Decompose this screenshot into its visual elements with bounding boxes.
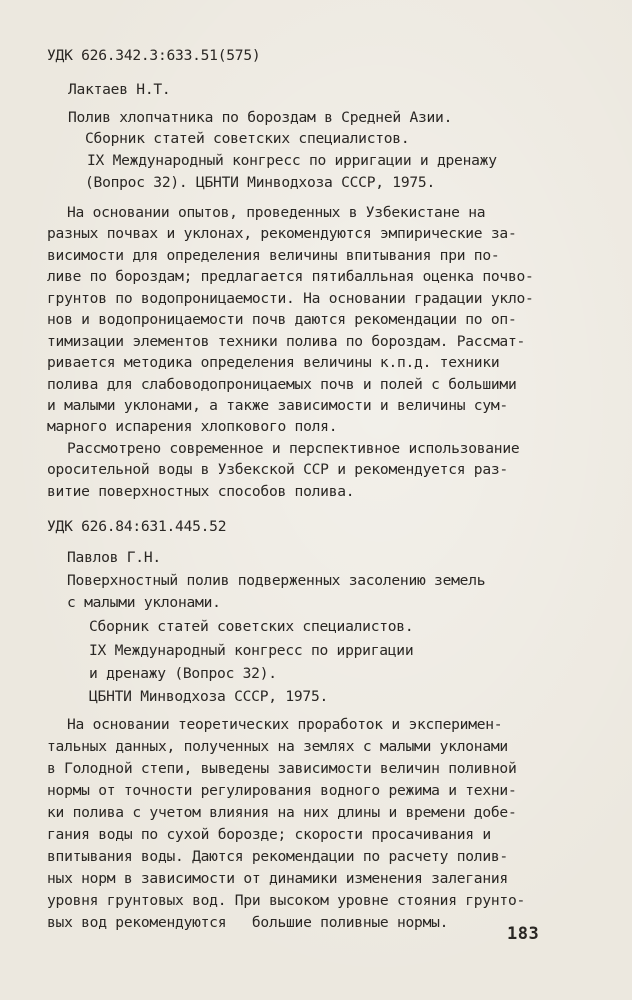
abstract-line: нормы от точности регулирования водного режима и техни- — [47, 782, 517, 799]
abstract-line: тальных данных, полученных на землях с малыми уклонами — [47, 738, 508, 755]
abstract-line: тимизации элементов техники полива по бороздам. Рассмат- — [47, 333, 526, 350]
abstract-line: На основании теоретических проработок и эксперимен- — [67, 716, 503, 733]
citation-line: IX Международный конгресс по ирригации — [89, 642, 414, 659]
citation-line: Сборник статей советских специалистов. — [89, 618, 414, 635]
abstract-line: ривается методика определения величины к.п.д. техники — [47, 354, 500, 371]
page-number: 183 — [507, 924, 540, 944]
citation-line: с малыми уклонами. — [67, 594, 221, 611]
citation-line: IX Международный конгресс по ирригации и дренажу — [87, 152, 497, 169]
abstract-line: в Голодной степи, выведены зависимости величин поливной — [47, 760, 517, 777]
abstract-line: На основании опытов, проведенных в Узбекистане на — [67, 204, 486, 221]
abstract-line: разных почвах и уклонах, рекомендуются эмпирические за- — [47, 225, 517, 242]
abstract-line: витие поверхностных способов полива. — [47, 483, 355, 500]
abstract-line: ных норм в зависимости от динамики изменения залегания — [47, 870, 508, 887]
abstract-line: грунтов по водопроницаемости. На основании градации укло- — [47, 290, 534, 307]
citation-line: ЦБНТИ Минводхоза СССР, 1975. — [89, 688, 329, 705]
author: Павлов Г.Н. — [67, 549, 161, 566]
abstract-line: Рассмотрено современное и перспективное использование — [67, 440, 520, 457]
abstract-line: гания воды по сухой борозде; скорости просачивания и — [47, 826, 491, 843]
author: Лактаев Н.Т. — [68, 81, 171, 98]
udc-code: УДК 626.342.3:633.51(575) — [47, 47, 261, 64]
abstract-line: полива для слабоводопроницаемых почв и полей с большими — [47, 376, 517, 393]
abstract-line: вых вод рекомендуются большие поливные нормы. — [47, 914, 449, 931]
abstract-line: марного испарения хлопкового поля. — [47, 418, 338, 435]
abstract-line: висимости для определения величины впитывания при по- — [47, 247, 500, 264]
abstract-line: и малыми уклонами, а также зависимости и величины сум- — [47, 397, 508, 414]
abstract-line: ки полива с учетом влияния на них длины и времени добе- — [47, 804, 517, 821]
abstract-line: впитывания воды. Даются рекомендации по расчету полив- — [47, 848, 508, 865]
udc-code: УДК 626.84:631.445.52 — [47, 518, 227, 535]
abstract-line: нов и водопроницаемости почв даются рекомендации по оп- — [47, 311, 517, 328]
abstract-line: оросительной воды в Узбекской ССР и рекомендуется раз- — [47, 461, 508, 478]
citation-line: Поверхностный полив подверженных засолению земель — [67, 572, 486, 589]
citation-line: и дренажу (Вопрос 32). — [89, 665, 277, 682]
abstract-line: ливе по бороздам; предлагается пятибалльная оценка почво- — [47, 268, 534, 285]
citation-line: Сборник статей советских специалистов. — [85, 130, 410, 147]
citation-line: Полив хлопчатника по бороздам в Средней Азии. — [68, 109, 453, 126]
citation-line: (Вопрос 32). ЦБНТИ Минводхоза СССР, 1975. — [85, 174, 435, 191]
abstract-line: уровня грунтовых вод. При высоком уровне стояния грунто- — [47, 892, 526, 909]
